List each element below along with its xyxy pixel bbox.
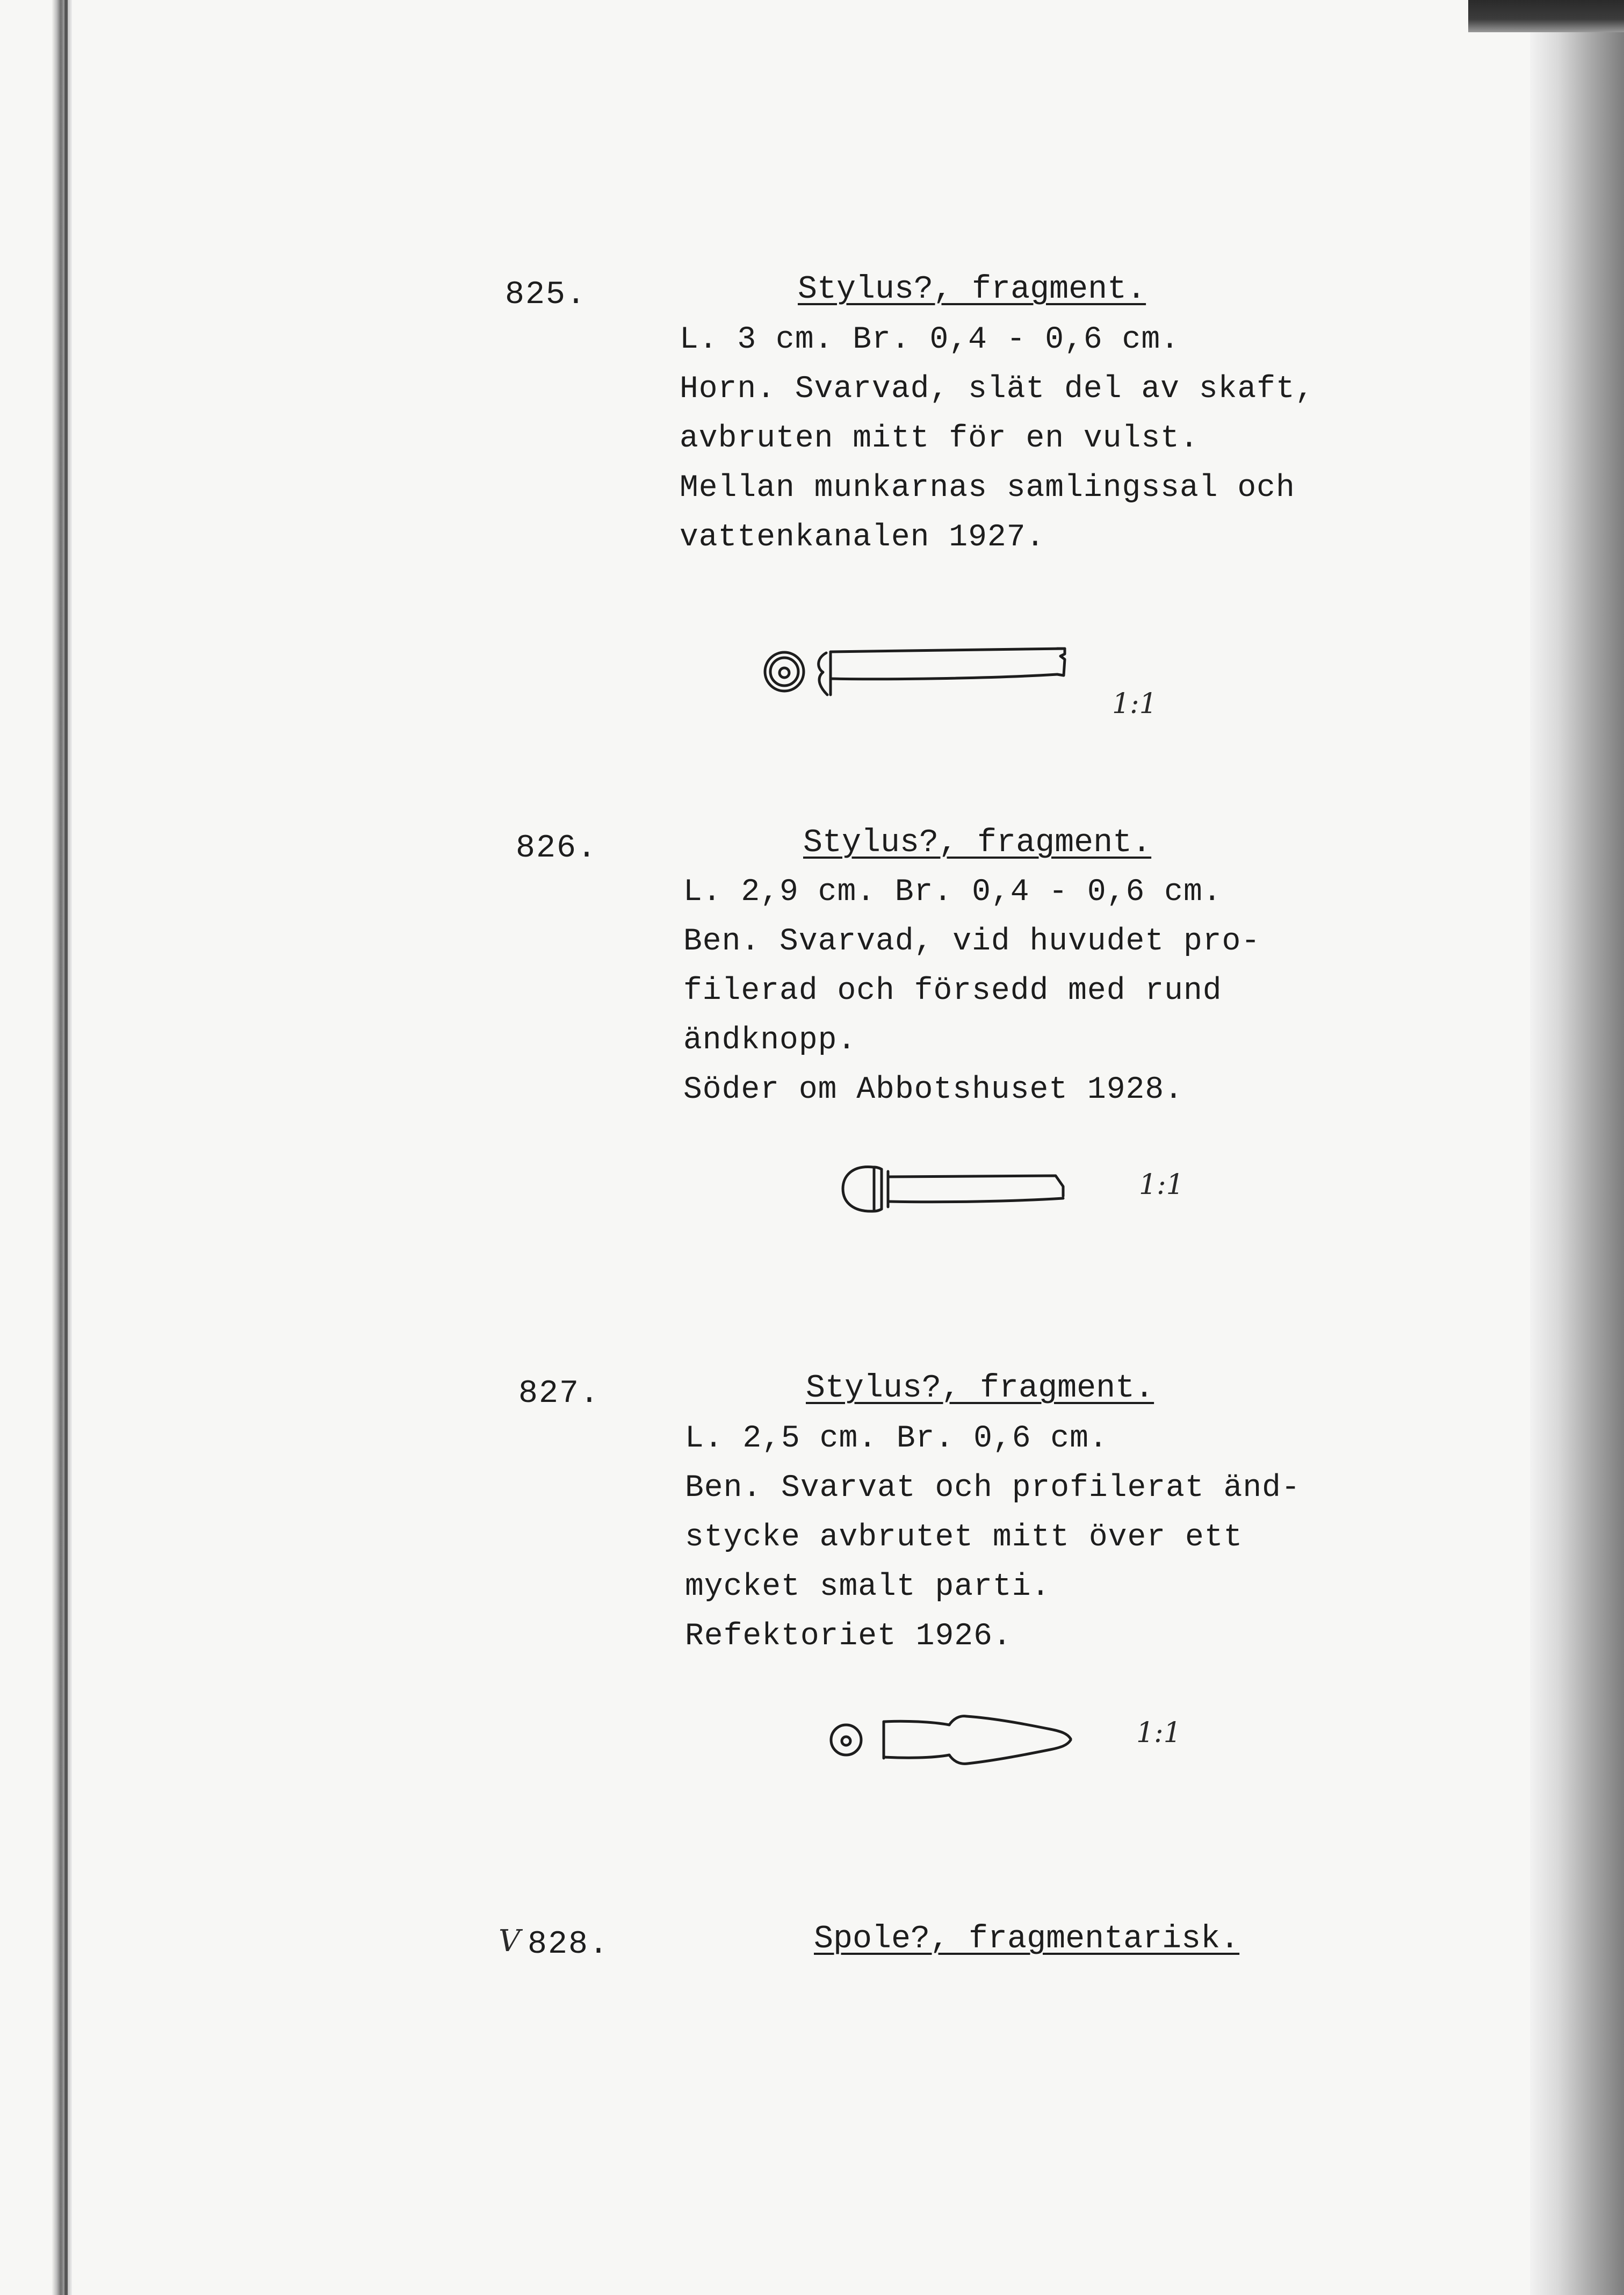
entry-heading: Stylus?, fragment. bbox=[798, 271, 1146, 308]
handwritten-check-mark: V bbox=[499, 1924, 521, 1959]
entry-description-line: Ben. Svarvad, vid huvudet pro- bbox=[683, 924, 1261, 959]
stylus-sketch-825 bbox=[763, 637, 1074, 707]
entry-heading: Stylus?, fragment. bbox=[806, 1370, 1154, 1407]
entry-number: 825. bbox=[505, 277, 587, 313]
page-edge-shadow bbox=[1530, 32, 1624, 2295]
entry-heading: Stylus?, fragment. bbox=[803, 825, 1152, 861]
entry-description-line: mycket smalt parti. bbox=[685, 1570, 1051, 1605]
entry-number: 828. bbox=[528, 1926, 610, 1963]
scan-corner bbox=[1468, 0, 1624, 32]
scale-label: 1:1 bbox=[1139, 1169, 1184, 1201]
entry-measurements: L. 2,9 cm. Br. 0,4 - 0,6 cm. bbox=[683, 875, 1222, 910]
entry-number: 827. bbox=[518, 1376, 601, 1412]
entry-location-line: Refektoriet 1926. bbox=[685, 1619, 1012, 1654]
stylus-sketch-826 bbox=[835, 1155, 1072, 1225]
scale-label: 1:1 bbox=[1136, 1717, 1181, 1749]
entry-measurements: L. 3 cm. Br. 0,4 - 0,6 cm. bbox=[680, 322, 1180, 357]
binding-line bbox=[64, 0, 68, 2295]
entry-description-line: Ben. Svarvat och profilerat änd- bbox=[685, 1471, 1301, 1506]
entry-number: 826. bbox=[516, 830, 598, 867]
stylus-sketch-827 bbox=[825, 1709, 1080, 1779]
entry-heading: Spole?, fragmentarisk. bbox=[814, 1921, 1240, 1958]
scale-label: 1:1 bbox=[1112, 688, 1157, 720]
entry-description-line: stycke avbrutet mitt över ett bbox=[685, 1520, 1243, 1555]
binding-edge bbox=[52, 0, 72, 2295]
entry-measurements: L. 2,5 cm. Br. 0,6 cm. bbox=[685, 1421, 1108, 1456]
entry-description-line: Horn. Svarvad, slät del av skaft, bbox=[680, 372, 1315, 407]
entry-description-line: ändknopp. bbox=[683, 1023, 857, 1058]
entry-location-line: Mellan munkarnas samlingssal och bbox=[680, 471, 1295, 506]
entry-description-line: filerad och försedd med rund bbox=[683, 974, 1222, 1009]
entry-description-line: avbruten mitt för en vulst. bbox=[680, 421, 1199, 456]
entry-location-line: Söder om Abbotshuset 1928. bbox=[683, 1073, 1183, 1107]
entry-location-line: vattenkanalen 1927. bbox=[680, 520, 1045, 555]
